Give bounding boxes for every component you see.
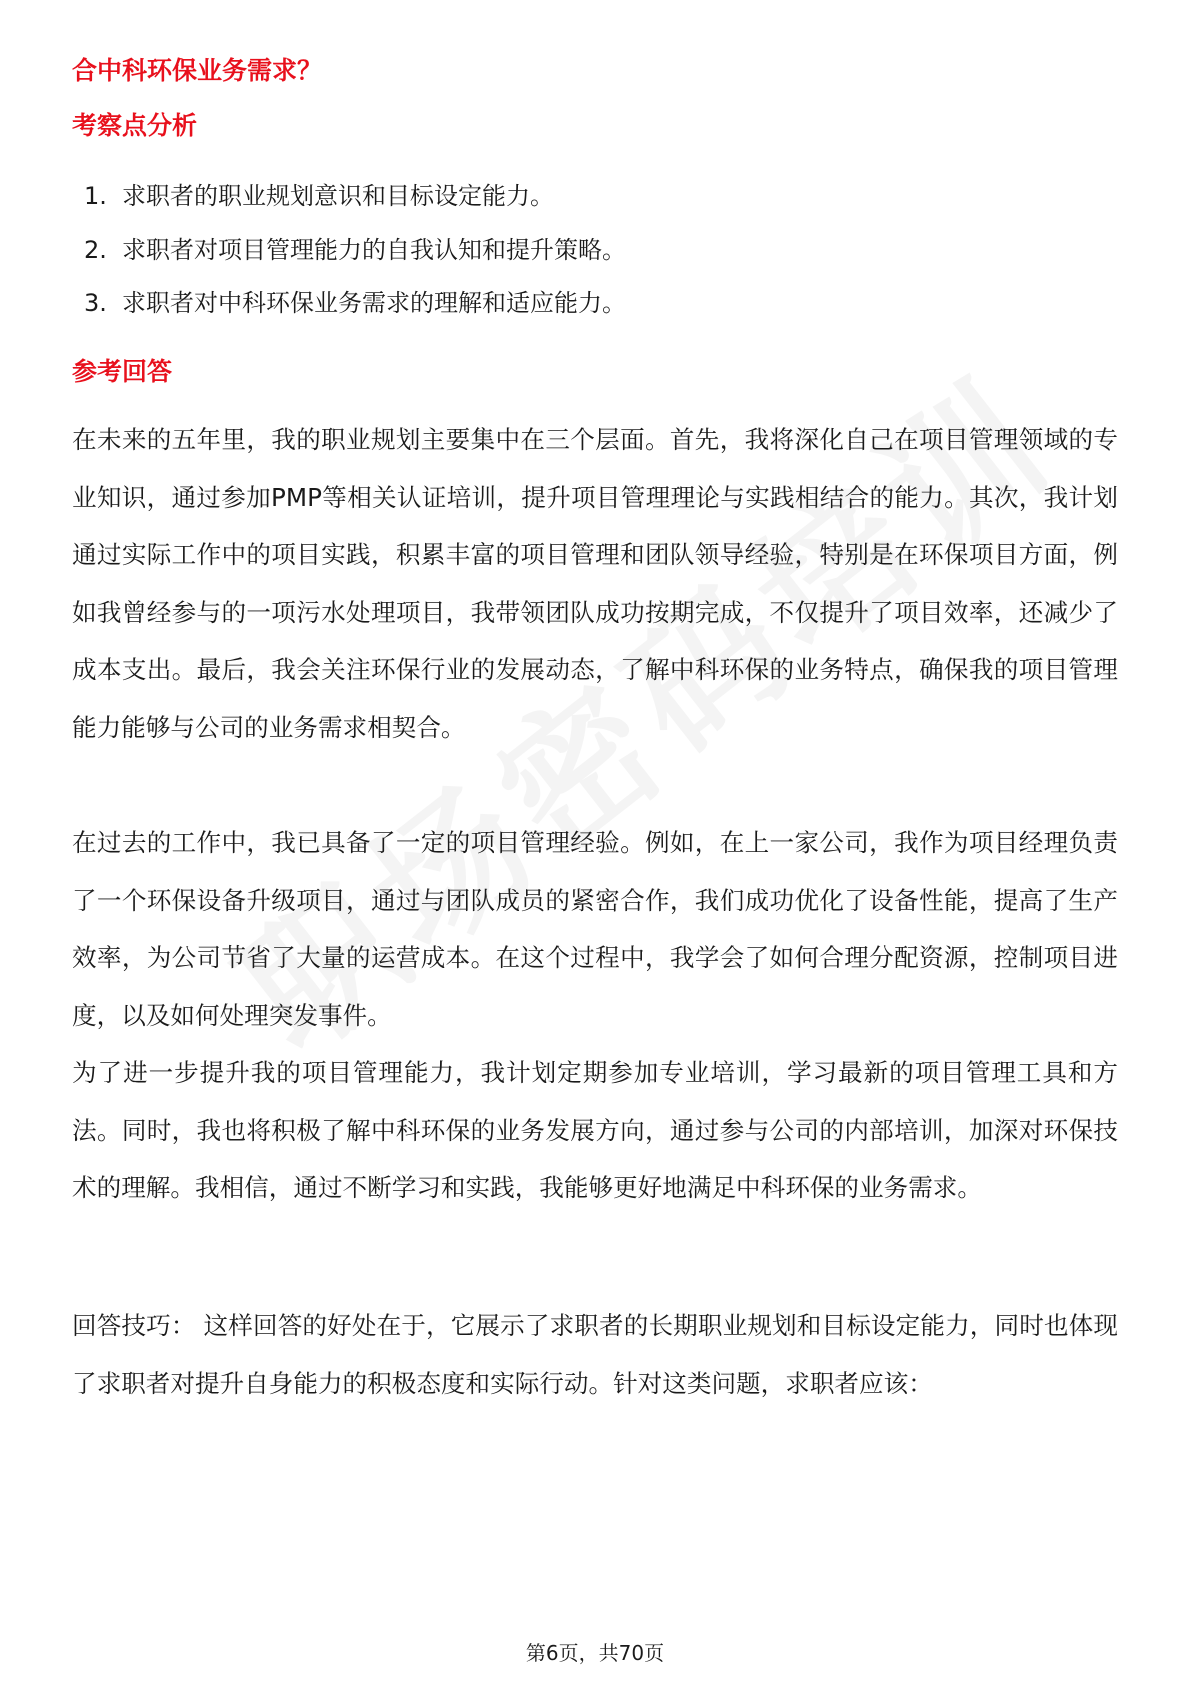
list-item-text: 求职者的职业规划意识和目标设定能力。 [122, 182, 554, 210]
list-item-text: 求职者对项目管理能力的自我认知和提升策略。 [122, 236, 626, 264]
answer-paragraph-3: 为了进一步提升我的项目管理能力，我计划定期参加专业培训，学习最新的项目管理工具和方法。同时，我也将积极了解中科环保的业务发展方向，通过参与公司的内部培训，加深对环保技术的理解。我相信，通过不断学习和实践，我能够更好地满足中科环保的业务需求。 [72, 1058, 1118, 1202]
list-item-number: 2. [84, 236, 107, 264]
list-item [84, 287, 626, 319]
answer-paragraph-1: 在未来的五年里，我的职业规划主要集中在三个层面。首先，我将深化自己在项目管理领域的专业知识，通过参加PMP等相关认证培训，提升项目管理理论与实践相结合的能力。其次，我计划通过实际工作中的项目实践，积累丰富的项目管理和团队领导经验，特别是在环保项目方面，例如我曾经参与的一项污水处理项目，我带领团队成功按期完成，不仅提升了项目效率，还减少了成本支出。最后，我会关注环保行业的发展动态，了解中科环保的业务特点，确保我的项目管理能力能够与公司的业务需求相契合。 [72, 425, 1118, 742]
analysis-section-title: 考察点分析 [72, 111, 198, 140]
list-item [84, 234, 626, 266]
answer-section-title: 参考回答 [72, 357, 173, 386]
question-heading-continuation: 合中科环保业务需求？ [72, 56, 323, 85]
list-item-number: 1. [84, 182, 107, 210]
list-item-number: 3. [84, 289, 107, 317]
list-item-text: 求职者对中科环保业务需求的理解和适应能力。 [122, 289, 626, 317]
answer-paragraph-2: 在过去的工作中，我已具备了一定的项目管理经验。例如，在上一家公司，我作为项目经理负责了一个环保设备升级项目，通过与团队成员的紧密合作，我们成功优化了设备性能，提高了生产效率，为公司节省了大量的运营成本。在这个过程中，我学会了如何合理分配资源，控制项目进度，以及如何处理突发事件。 [72, 828, 1118, 1030]
page-number-footer: 第6页，共70页 [525, 1641, 665, 1665]
list-item [84, 180, 554, 212]
answer-tips-paragraph: 回答技巧： 这样回答的好处在于，它展示了求职者的长期职业规划和目标设定能力，同时也体现了求职者对提升自身能力的积极态度和实际行动。针对这类问题，求职者应该： [72, 1311, 1118, 1398]
